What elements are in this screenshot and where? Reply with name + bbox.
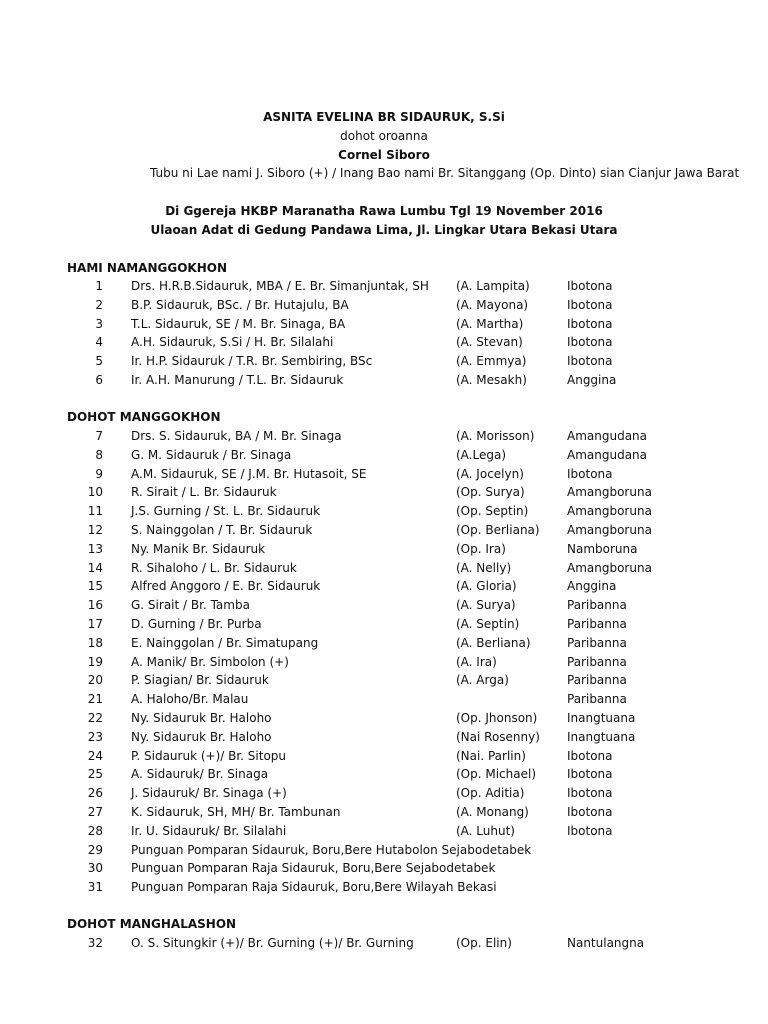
guest-relation: Inangtuana: [567, 729, 636, 744]
table-row: [0, 822, 768, 841]
bride-name: ASNITA EVELINA BR SIDAURUK, S.Si: [263, 110, 505, 124]
guest-name: J. Sidauruk/ Br. Sinaga (+): [131, 786, 287, 801]
guest-alias: (Op. Aditia): [456, 786, 525, 801]
guest-name: Ir. H.P. Sidauruk / T.R. Br. Sembiring, BSc: [131, 354, 373, 369]
table-row: [0, 765, 768, 784]
guest-relation: Ibotona: [567, 354, 613, 369]
table-row: [0, 315, 768, 334]
church-line: Di Ggereja HKBP Maranatha Rawa Lumbu Tgl 19 November 2016: [165, 204, 603, 218]
row-number: 9: [95, 466, 103, 481]
guest-relation: Ibotona: [567, 748, 613, 763]
table-row: [0, 446, 768, 465]
guest-alias: (A. Jocelyn): [456, 466, 524, 481]
row-number: 24: [87, 748, 103, 763]
row-number: 7: [95, 429, 103, 443]
guest-name: O. S. Situngkir (+)/ Br. Gurning (+)/ Br. Gurning: [131, 936, 414, 950]
guest-name: A.M. Sidauruk, SE / J.M. Br. Hutasoit, SE: [131, 466, 367, 481]
guest-alias: (A. Morisson): [456, 429, 535, 443]
guest-alias: (Op. Berliana): [456, 523, 540, 537]
guest-relation: Paribanna: [567, 598, 627, 613]
table-row: [0, 596, 768, 615]
guest-alias: (A. Monang): [456, 805, 529, 819]
table-row: [0, 784, 768, 803]
guest-name: Ny. Sidauruk Br. Haloho: [131, 711, 272, 725]
guest-relation: Anggina: [567, 579, 617, 594]
row-number: 28: [87, 823, 103, 838]
table-row: [0, 333, 768, 352]
guest-relation: Ibotona: [567, 767, 613, 782]
guest-relation: Paribanna: [567, 692, 627, 707]
guest-relation: Ibotona: [567, 805, 613, 819]
guest-alias: (A. Arga): [456, 673, 509, 688]
row-number: 29: [87, 842, 103, 857]
guest-alias: (A. Martha): [456, 316, 524, 331]
table-row: [0, 577, 768, 596]
guest-relation: Amangudana: [567, 447, 648, 462]
table-row: [0, 521, 768, 540]
venue-line: Ulaoan Adat di Gedung Pandawa Lima, Jl. Lingkar Utara Bekasi Utara: [150, 223, 618, 237]
guest-name: Ir. U. Sidauruk/ Br. Silalahi: [131, 823, 287, 838]
row-number: 22: [87, 711, 103, 725]
guest-relation: Ibotona: [567, 316, 613, 331]
guest-alias: (Op. Ira): [456, 541, 506, 556]
guest-relation: Paribanna: [567, 635, 627, 650]
row-number: 4: [95, 335, 103, 350]
guest-relation: Amangboruna: [567, 485, 652, 500]
row-number: 32: [87, 936, 103, 950]
guest-name: A. Haloho/Br. Malau: [131, 692, 249, 707]
table-row: [0, 465, 768, 484]
guest-relation: Inangtuana: [567, 711, 636, 725]
row-number: 26: [87, 786, 103, 801]
guest-alias: (A. Septin): [456, 617, 520, 631]
guest-relation: Ibotona: [567, 823, 613, 838]
section-title-hami-namanggokhon: HAMI NAMANGGOKHON: [67, 261, 228, 275]
guest-name: T.L. Sidauruk, SE / M. Br. Sinaga, BA: [131, 316, 346, 331]
guest-name: Ir. A.H. Manurung / T.L. Br. Sidauruk: [131, 373, 344, 387]
guest-alias: (A. Emmya): [456, 354, 527, 369]
guest-name: D. Gurning / Br. Purba: [131, 617, 262, 631]
guest-alias: (A. Luhut): [456, 823, 515, 838]
guest-name: A. Manik/ Br. Simbolon (+): [131, 654, 289, 669]
guest-name: G. M. Sidauruk / Br. Sinaga: [131, 447, 292, 462]
table-row: [0, 352, 768, 371]
table-row: [0, 934, 768, 953]
table-row: [0, 615, 768, 634]
table-row: [0, 559, 768, 578]
table-row: [0, 747, 768, 766]
guest-name: P. Sidauruk (+)/ Br. Sitopu: [131, 748, 287, 763]
table-row: [0, 483, 768, 502]
row-number: 27: [87, 805, 103, 819]
row-number: 11: [87, 504, 103, 519]
guest-relation: Ibotona: [567, 297, 613, 312]
parents-line: Tubu ni Lae nami J. Siboro (+) / Inang Bao nami Br. Sitanggang (Op. Dinto) sian Cianjur Jawa Barat: [150, 166, 740, 180]
row-number: 2: [95, 297, 103, 312]
guest-relation: Amangboruna: [567, 504, 652, 519]
row-number: 3: [95, 316, 103, 331]
guest-name: Ny. Sidauruk Br. Haloho: [131, 729, 272, 744]
row-number: 13: [87, 541, 103, 556]
row-number: 17: [87, 617, 103, 631]
table-row: [0, 371, 768, 390]
guest-relation: Amangboruna: [567, 523, 652, 537]
section-title-dohot-manggokhon: DOHOT MANGGOKHON: [67, 410, 221, 424]
guest-alias: (Op. Elin): [456, 936, 512, 950]
guest-relation: Namboruna: [567, 541, 638, 556]
guest-name: R. Sihaloho / L. Br. Sidauruk: [131, 560, 297, 575]
guest-name: Drs. S. Sidauruk, BA / M. Br. Sinaga: [131, 429, 342, 443]
table-row: [0, 859, 768, 878]
guest-name: J.S. Gurning / St. L. Br. Sidauruk: [131, 504, 321, 519]
connector-text: dohot oroanna: [340, 129, 428, 143]
guest-relation: Ibotona: [567, 335, 613, 350]
section-title-dohot-manghalashon: DOHOT MANGHALASHON: [67, 917, 237, 931]
groom-name: Cornel Siboro: [338, 148, 430, 162]
guest-name: Punguan Pomparan Raja Sidauruk, Boru,Bere Wilayah Bekasi: [131, 880, 497, 895]
guest-relation: Amangboruna: [567, 560, 652, 575]
guest-name: A.H. Sidauruk, S.Si / H. Br. Silalahi: [131, 335, 334, 350]
row-number: 10: [87, 485, 103, 500]
guest-alias: (A. Surya): [456, 598, 516, 613]
row-number: 15: [87, 579, 103, 594]
guest-name: Drs. H.R.B.Sidauruk, MBA / E. Br. Simanjuntak, SH: [131, 279, 429, 293]
table-row: [0, 427, 768, 446]
row-number: 12: [87, 523, 103, 537]
table-row: [0, 296, 768, 315]
guest-relation: Anggina: [567, 373, 617, 387]
row-number: 5: [95, 354, 103, 369]
guest-alias: (A. Lampita): [456, 279, 530, 293]
guest-alias: (A. Berliana): [456, 635, 531, 650]
guest-alias: (A. Mesakh): [456, 373, 527, 387]
guest-relation: Paribanna: [567, 673, 627, 688]
guest-relation: Amangudana: [567, 429, 648, 443]
table-row: [0, 803, 768, 822]
guest-name: Punguan Pomparan Sidauruk, Boru,Bere Hutabolon Sejabodetabek: [131, 842, 532, 857]
table-row: [0, 634, 768, 653]
row-number: 21: [87, 692, 103, 707]
guest-alias: (Op. Surya): [456, 485, 525, 500]
table-row: [0, 653, 768, 672]
guest-name: G. Sirait / Br. Tamba: [131, 598, 250, 613]
guest-alias: (A. Stevan): [456, 335, 523, 350]
guest-alias: (A.Lega): [456, 447, 507, 462]
guest-relation: Paribanna: [567, 654, 627, 669]
table-row: [0, 841, 768, 860]
table-row: [0, 502, 768, 521]
guest-name: R. Sirait / L. Br. Sidauruk: [131, 485, 277, 500]
table-row: [0, 540, 768, 559]
guest-name: Alfred Anggoro / E. Br. Sidauruk: [131, 579, 321, 594]
guest-alias: (Op. Jhonson): [456, 711, 538, 725]
table-row: [0, 709, 768, 728]
row-number: 19: [87, 654, 103, 669]
guest-relation: Nantulangna: [567, 936, 645, 950]
table-row: [0, 277, 768, 296]
guest-relation: Ibotona: [567, 786, 613, 801]
guest-name: K. Sidauruk, SH, MH/ Br. Tambunan: [131, 805, 341, 819]
row-number: 31: [87, 880, 103, 895]
row-number: 23: [87, 729, 103, 744]
guest-relation: Paribanna: [567, 617, 627, 631]
table-row: [0, 690, 768, 709]
table-row: [0, 878, 768, 897]
row-number: 25: [87, 767, 103, 782]
guest-alias: (Nai. Parlin): [456, 748, 526, 763]
guest-name: B.P. Sidauruk, BSc. / Br. Hutajulu, BA: [131, 297, 349, 312]
row-number: 8: [95, 447, 103, 462]
row-number: 20: [87, 673, 103, 688]
guest-relation: Ibotona: [567, 466, 613, 481]
table-row: [0, 671, 768, 690]
guest-alias: (Op. Michael): [456, 767, 537, 782]
table-row: [0, 728, 768, 747]
guest-alias: (A. Gloria): [456, 579, 517, 594]
guest-name: Ny. Manik Br. Sidauruk: [131, 541, 266, 556]
guest-name: A. Sidauruk/ Br. Sinaga: [131, 767, 269, 782]
guest-alias: (Op. Septin): [456, 504, 529, 519]
row-number: 16: [87, 598, 103, 613]
guest-name: E. Nainggolan / Br. Simatupang: [131, 635, 319, 650]
guest-name: S. Nainggolan / T. Br. Sidauruk: [131, 523, 313, 537]
guest-name: P. Siagian/ Br. Sidauruk: [131, 673, 269, 688]
row-number: 14: [87, 560, 103, 575]
row-number: 1: [95, 279, 103, 293]
row-number: 18: [87, 635, 103, 650]
row-number: 30: [87, 861, 103, 876]
row-number: 6: [95, 373, 103, 387]
guest-alias: (Nai Rosenny): [456, 729, 540, 744]
guest-alias: (A. Ira): [456, 654, 497, 669]
guest-relation: Ibotona: [567, 279, 613, 293]
guest-name: Punguan Pomparan Raja Sidauruk, Boru,Bere Sejabodetabek: [131, 861, 496, 876]
guest-alias: (A. Nelly): [456, 560, 512, 575]
guest-alias: (A. Mayona): [456, 297, 529, 312]
